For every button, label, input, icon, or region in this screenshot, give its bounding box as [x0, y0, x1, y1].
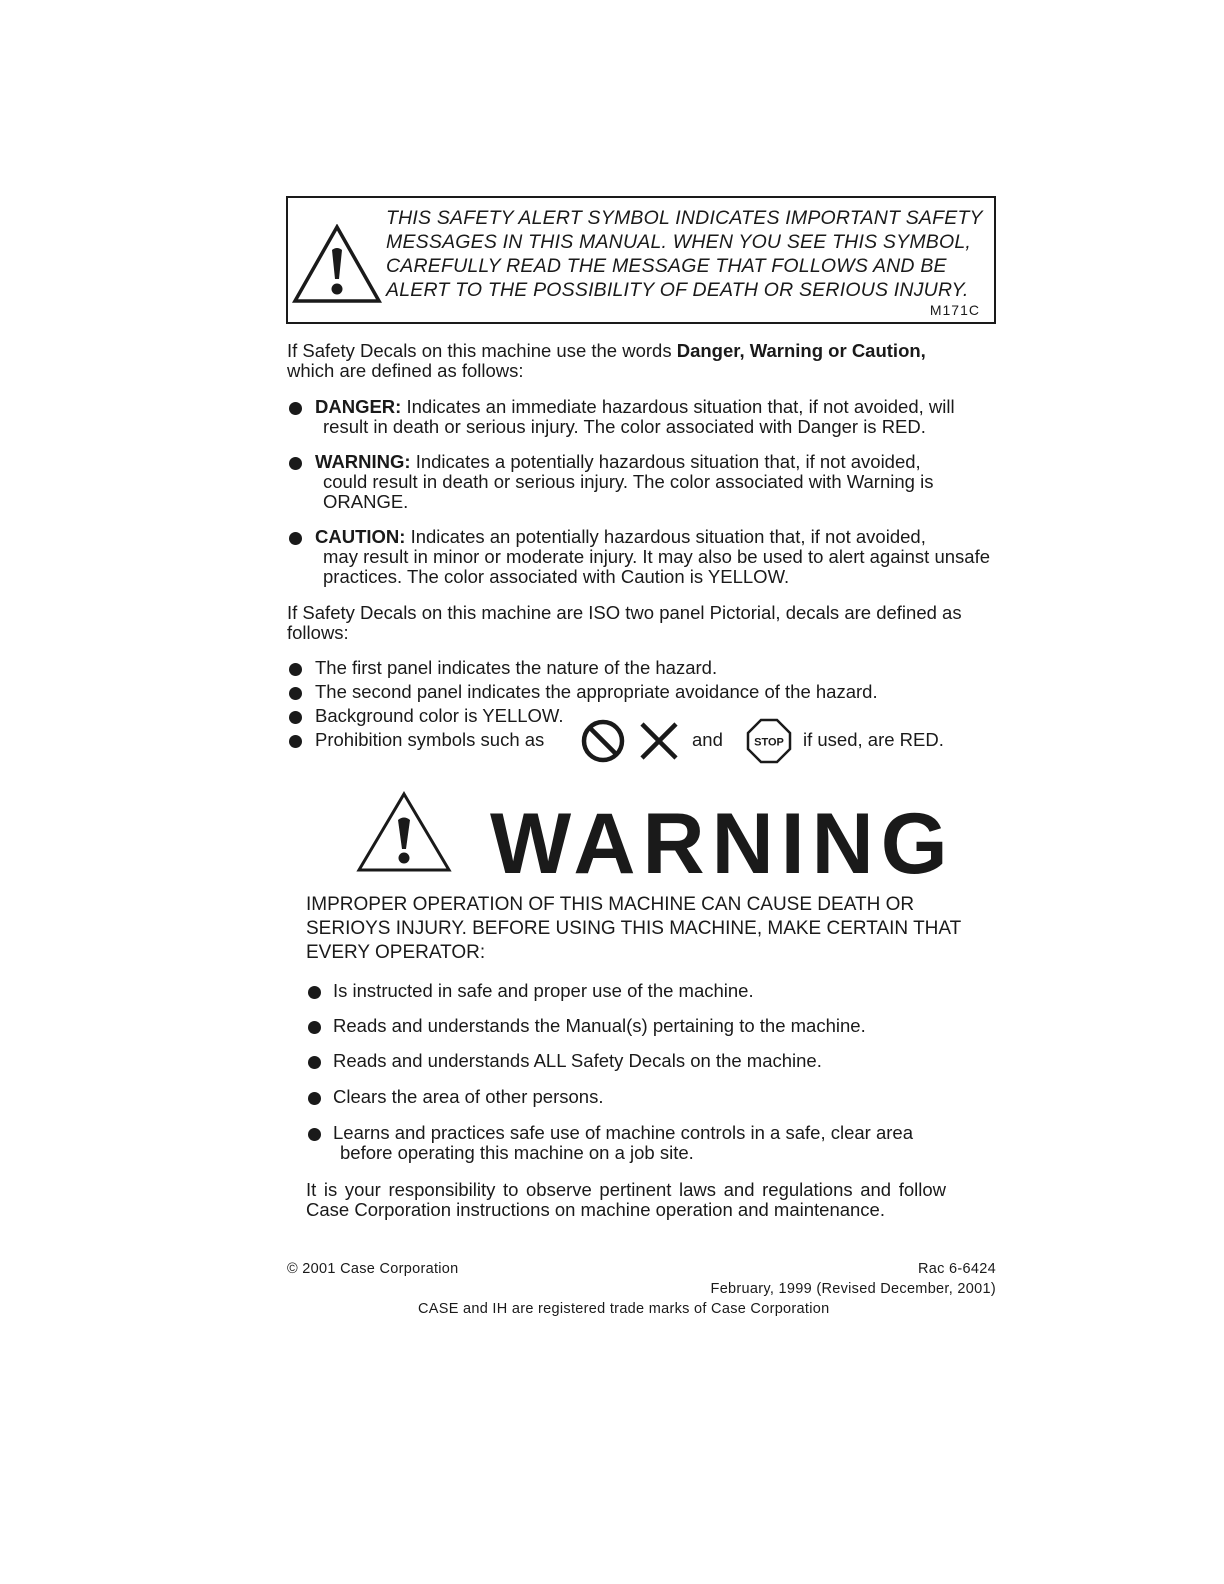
bullet-icon: [289, 711, 302, 724]
bullet-icon: [289, 687, 302, 700]
bullet-icon: [289, 402, 302, 415]
requirement-text: Reads and understands ALL Safety Decals on the machine.: [333, 1050, 822, 1071]
prohibition-and: and: [692, 729, 723, 750]
definition-text-cont: result in death or serious injury. The color associated with Danger is RED.: [323, 416, 926, 437]
alert-line: ALERT TO THE POSSIBILITY OF DEATH OR SERIOUS INJURY.: [386, 279, 969, 301]
revision-date: February, 1999 (Revised December, 2001): [710, 1281, 996, 1297]
alert-line: CAREFULLY READ THE MESSAGE THAT FOLLOWS AND BE: [386, 255, 947, 277]
definition-text: Indicates an potentially hazardous situation that, if not avoided,: [410, 526, 926, 547]
safety-alert-triangle-icon: [292, 224, 382, 304]
bullet-icon: [308, 1056, 321, 1069]
warning-line: IMPROPER OPERATION OF THIS MACHINE CAN CAUSE DEATH OR: [306, 894, 915, 915]
requirement-text: Reads and understands the Manual(s) pertaining to the machine.: [333, 1015, 866, 1036]
warning-line: SERIOYS INJURY. BEFORE USING THIS MACHINE, MAKE CERTAIN THAT: [306, 918, 962, 939]
prohibition-circle-icon: [580, 718, 626, 764]
iso-item-text: The second panel indicates the appropriate avoidance of the hazard.: [315, 681, 878, 702]
intro-text: If Safety Decals on this machine use the words: [287, 340, 677, 361]
warning-title: WARNING: [490, 796, 955, 892]
iso-item-text: The first panel indicates the nature of the hazard.: [315, 657, 718, 678]
definition-label: CAUTION:: [315, 526, 406, 547]
stop-label: STOP: [754, 736, 784, 749]
definition-label: WARNING:: [315, 451, 411, 472]
trademark-notice: CASE and IH are registered trade marks of Case Corporation: [418, 1301, 830, 1317]
x-cross-icon: [638, 720, 680, 762]
requirement-text: Clears the area of other persons.: [333, 1086, 604, 1107]
alert-code: M171C: [929, 302, 980, 318]
definition-text-cont: could result in death or serious injury. The color associated with Warning is ORANGE.: [323, 471, 934, 512]
stop-sign-icon: [746, 718, 792, 764]
bullet-icon: [308, 1092, 321, 1105]
bullet-icon: [289, 457, 302, 470]
requirement-text-first: Learns and practices safe use of machine controls in a safe, clear area: [333, 1122, 913, 1143]
definition-text: Indicates a potentially hazardous situation that, if not avoided,: [415, 451, 921, 472]
warning-statement: [306, 893, 996, 965]
intro-text-2: which are defined as follows:: [287, 360, 524, 381]
doc-number: Rac 6-6424: [918, 1261, 996, 1277]
warning-triangle-icon: [356, 790, 452, 874]
decal-intro-paragraph: [287, 341, 999, 381]
alert-line: THIS SAFETY ALERT SYMBOL INDICATES IMPORTANT SAFETY: [386, 207, 983, 229]
safety-alert-message: [386, 206, 990, 302]
warning-line: EVERY OPERATOR:: [306, 942, 486, 963]
requirement-text-cont: before operating this machine on a job site.: [340, 1142, 694, 1163]
definition-label: DANGER:: [315, 396, 402, 417]
responsibility-paragraph: It is your responsibility to observe pertinent laws and regulations and follow Case Corporation instructions on machine operation and maintenance.: [306, 1179, 946, 1220]
bullet-icon: [308, 1128, 321, 1141]
alert-line: MESSAGES IN THIS MANUAL. WHEN YOU SEE THIS SYMBOL,: [386, 231, 972, 253]
iso-item-text: Background color is YELLOW.: [315, 705, 564, 726]
bullet-icon: [289, 663, 302, 676]
bullet-icon: [289, 735, 302, 748]
definition-text: Indicates an immediate hazardous situation that, if not avoided, will: [406, 396, 955, 417]
requirement-text: Is instructed in safe and proper use of the machine.: [333, 980, 754, 1001]
requirement-text: [333, 1123, 966, 1163]
prohibition-prefix: Prohibition symbols such as: [315, 729, 545, 750]
bullet-icon: [289, 532, 302, 545]
bullet-icon: [308, 986, 321, 999]
intro-signal-words: Danger, Warning or Caution,: [676, 340, 926, 361]
definition-text-cont: may result in minor or moderate injury. It may also be used to alert against unsafe practices. The color associated with Caution is YELLOW.: [323, 546, 991, 587]
prohibition-suffix: if used, are RED.: [803, 729, 944, 750]
copyright: © 2001 Case Corporation: [287, 1261, 459, 1277]
iso-intro-paragraph: If Safety Decals on this machine are ISO two panel Pictorial, decals are defined as follows:: [287, 602, 962, 643]
bullet-icon: [308, 1021, 321, 1034]
safety-alert-box: [286, 196, 996, 324]
